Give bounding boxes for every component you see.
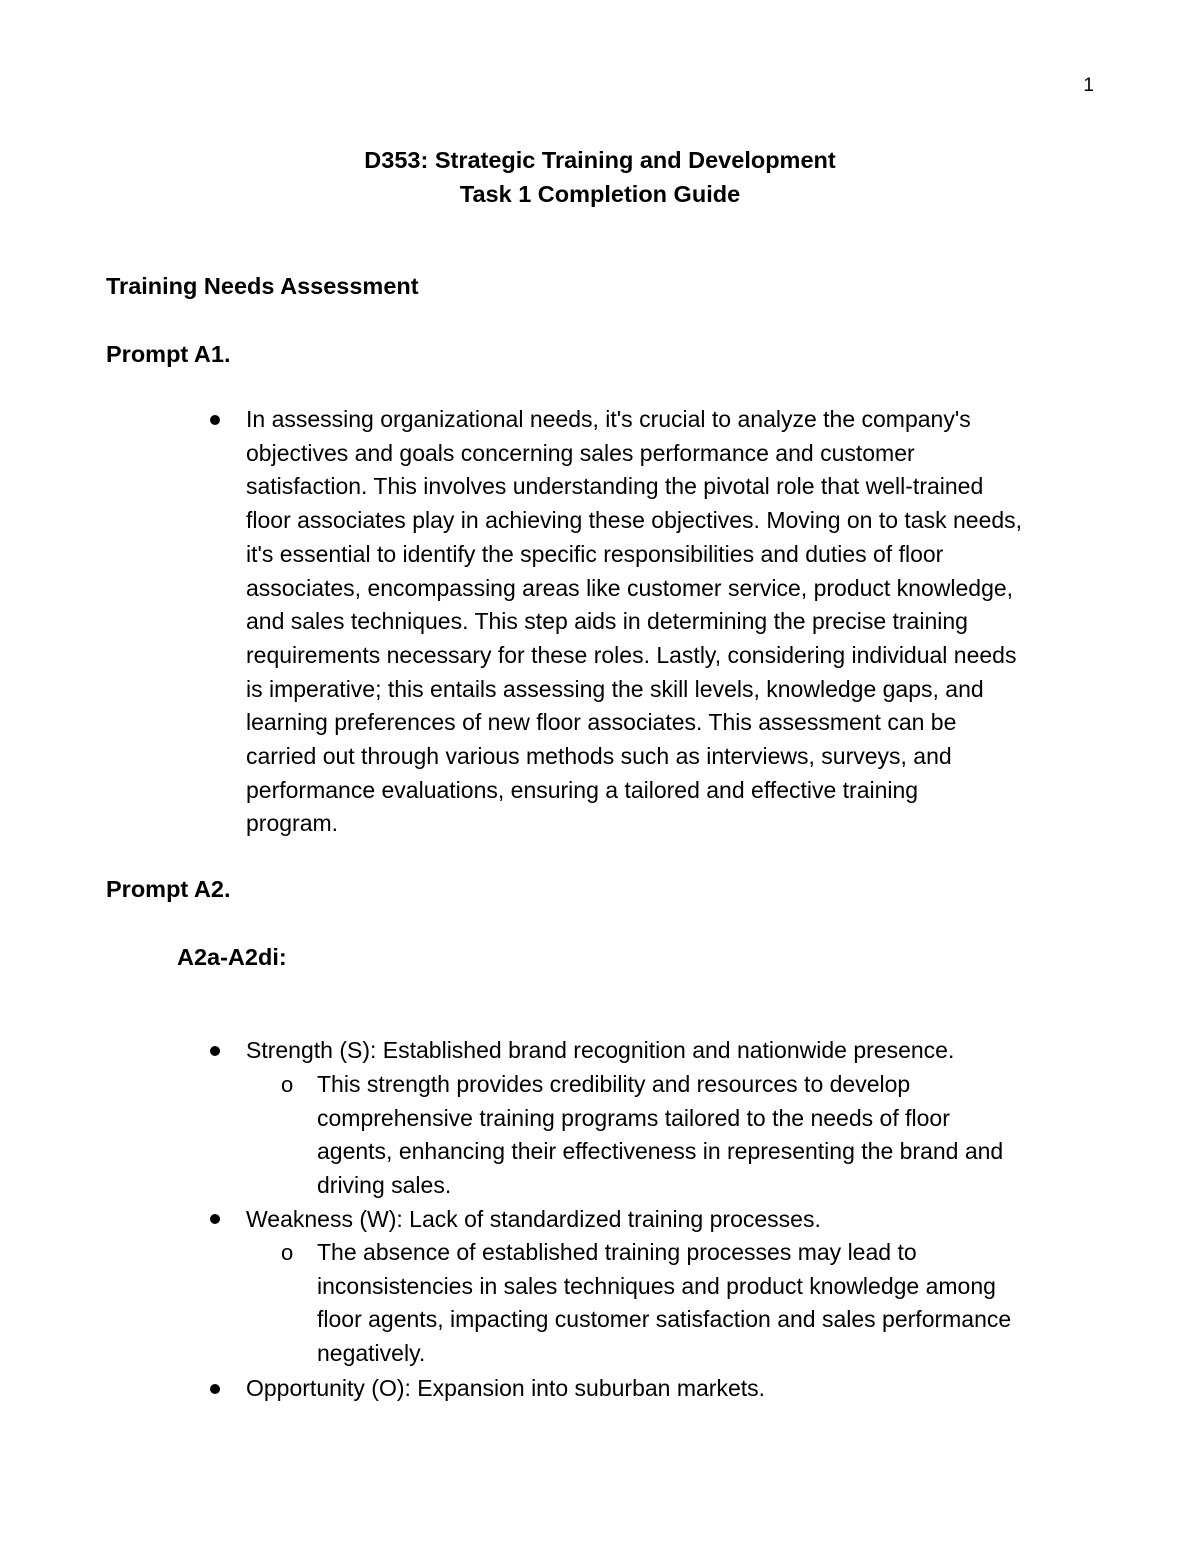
page-number: 1	[1083, 75, 1094, 96]
paragraph-line: learning preferences of new floor associates. This assessment can be	[246, 709, 957, 736]
paragraph-line: program.	[246, 810, 339, 837]
paragraph-line: is imperative; this entails assessing the skill levels, knowledge gaps, and	[246, 675, 984, 702]
paragraph-line: it's essential to identify the specific responsibilities and duties of floor	[246, 540, 944, 567]
bullet-icon	[210, 1384, 220, 1394]
bullet-icon	[210, 1046, 220, 1056]
prompt-a1-paragraph	[246, 403, 1106, 841]
paragraph-line: satisfaction. This involves understanding the pivotal role that well-trained	[246, 473, 984, 500]
swot-label: Opportunity (O): Expansion into suburban markets.	[246, 1375, 766, 1401]
swot-weakness-item	[246, 1203, 1106, 1237]
detail-line: floor agents, impacting customer satisfaction and sales performance	[317, 1306, 1012, 1333]
paragraph-line: objectives and goals concerning sales performance and customer	[246, 439, 915, 466]
sub-bullet-icon: o	[281, 1240, 294, 1265]
paragraph-line: and sales techniques. This step aids in determining the precise training	[246, 608, 968, 635]
detail-line: The absence of established training processes may lead to	[317, 1239, 917, 1265]
paragraph-line: requirements necessary for these roles. Lastly, considering individual needs	[246, 641, 1017, 668]
document-title	[0, 143, 1200, 211]
title-line-2: Task 1 Completion Guide	[459, 181, 741, 207]
bullet-icon	[210, 415, 220, 425]
swot-opportunity-item	[246, 1372, 1106, 1406]
prompt-a2-subheading: A2a-A2di:	[177, 944, 287, 970]
paragraph-line: performance evaluations, ensuring a tailored and effective training	[246, 776, 919, 803]
prompt-a1-heading: Prompt A1.	[106, 341, 231, 367]
section-heading: Training Needs Assessment	[106, 273, 419, 299]
prompt-a2-heading: Prompt A2.	[106, 876, 231, 902]
detail-line: comprehensive training programs tailored to the needs of floor	[317, 1104, 950, 1131]
paragraph-line: floor associates play in achieving these objectives. Moving on to task needs,	[246, 507, 1023, 534]
swot-strength-detail	[317, 1068, 1107, 1203]
title-line-1: D353: Strategic Training and Development	[364, 147, 836, 173]
sub-bullet-icon: o	[281, 1072, 294, 1097]
paragraph-line: associates, encompassing areas like customer service, product knowledge,	[246, 574, 1014, 601]
swot-label: Weakness (W): Lack of standardized training processes.	[246, 1206, 821, 1232]
paragraph-line: carried out through various methods such as interviews, surveys, and	[246, 743, 952, 770]
swot-strength-item	[246, 1034, 1106, 1068]
swot-label: Strength (S): Established brand recognition and nationwide presence.	[246, 1037, 955, 1063]
detail-line: negatively.	[317, 1340, 426, 1367]
swot-weakness-detail	[317, 1236, 1107, 1371]
detail-line: inconsistencies in sales techniques and product knowledge among	[317, 1272, 996, 1299]
detail-line: agents, enhancing their effectiveness in representing the brand and	[317, 1138, 1004, 1165]
detail-line: driving sales.	[317, 1172, 452, 1199]
detail-line: This strength provides credibility and resources to develop	[317, 1071, 911, 1097]
paragraph-line: In assessing organizational needs, it's crucial to analyze the company's	[246, 406, 971, 432]
bullet-icon	[210, 1214, 220, 1224]
